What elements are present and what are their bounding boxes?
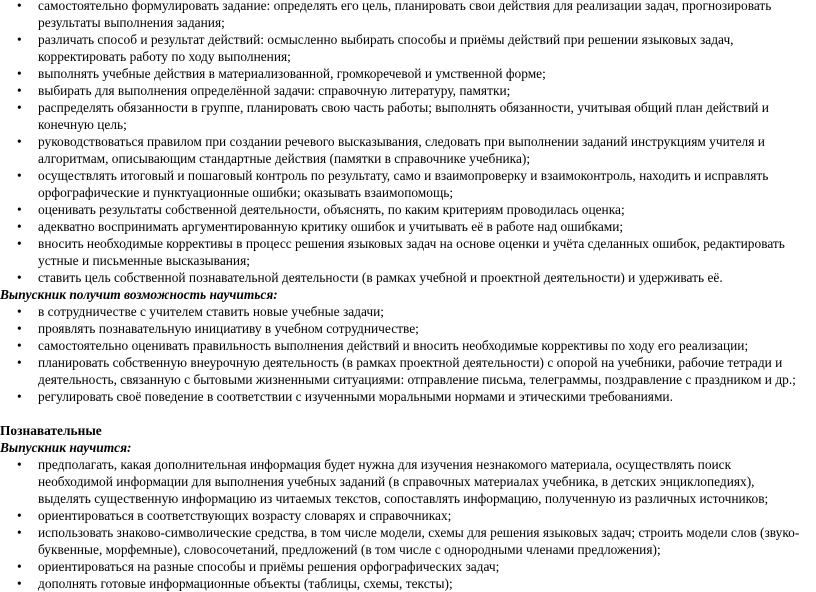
list-item	[0, 201, 810, 218]
subheading-graduate-will-learn: Выпускник научится:	[0, 440, 132, 455]
list-item	[0, 303, 810, 320]
regulatory-skills-list	[0, 0, 810, 286]
bullet-icon: •	[17, 236, 22, 251]
list-item-text: ориентироваться на разные способы и приёмы решения орфографических задач;	[38, 559, 500, 574]
cognitive-skills-list	[0, 456, 810, 592]
bullet-icon: •	[17, 559, 22, 574]
bullet-icon: •	[17, 0, 22, 13]
bullet-icon: •	[17, 304, 22, 319]
list-item	[0, 167, 810, 201]
bullet-icon: •	[17, 576, 22, 591]
list-item	[0, 575, 810, 592]
list-item-text: регулировать своё поведение в соответствии с изученными моральными нормами и этическими требованиями.	[38, 389, 673, 404]
list-item-text: предполагать, какая дополнительная информация будет нужна для изучения незнакомого материала, осуществлять поиск необходимой информации для выполнения учебных заданий (в справочных материалах учебника, в детских энциклопедиях), выделять существенную информацию из читаемых текстов, сопоставлять информацию, полученную из различных источников;	[38, 457, 769, 506]
list-item-text: различать способ и результат действий: осмысленно выбирать способы и приёмы действий при решении языковых задач, корректировать работу по ходу выполнения;	[38, 32, 734, 64]
bullet-icon: •	[17, 355, 22, 370]
list-item-text: вносить необходимые коррективы в процесс решения языковых задач на основе оценки и учёта сделанных ошибок, редактировать устные и письменные высказывания;	[38, 236, 785, 268]
bullet-icon: •	[17, 321, 22, 336]
list-item	[0, 82, 810, 99]
list-item-text: руководствоваться правилом при создании речевого высказывания, следовать при выполнении заданий инструкциям учителя и алгоритмам, описывающим стандартные действия (памятки в справочнике учебника);	[38, 134, 765, 166]
list-item	[0, 456, 810, 507]
bullet-icon: •	[17, 508, 22, 523]
list-item	[0, 337, 810, 354]
list-item-text: выбирать для выполнения определённой задачи: справочную литературу, памятки;	[38, 83, 511, 98]
bullet-icon: •	[17, 66, 22, 81]
list-item	[0, 388, 810, 405]
list-item	[0, 218, 810, 235]
list-item	[0, 31, 810, 65]
list-item	[0, 133, 810, 167]
list-item	[0, 235, 810, 269]
opportunity-skills-list	[0, 303, 810, 405]
list-item	[0, 558, 810, 575]
blank-line	[0, 405, 810, 422]
list-item-text: дополнять готовые информационные объекты (таблицы, схемы, тексты);	[38, 576, 453, 591]
list-item-text: проявлять познавательную инициативу в учебном сотрудничестве;	[38, 321, 419, 336]
list-item-text: в сотрудничестве с учителем ставить новые учебные задачи;	[38, 304, 385, 319]
list-item-text: самостоятельно оценивать правильность выполнения действий и вносить необходимые коррективы по ходу его реализации;	[38, 338, 749, 353]
list-item	[0, 269, 810, 286]
list-item	[0, 65, 810, 82]
list-item-text: оценивать результаты собственной деятельности, объяснять, по каким критериям проводилась оценка;	[38, 202, 625, 217]
bullet-icon: •	[17, 202, 22, 217]
list-item	[0, 0, 810, 31]
section-heading-opportunity: Выпускник получит возможность научиться:	[0, 287, 278, 302]
section-heading-cognitive: Познавательные	[0, 423, 102, 438]
list-item	[0, 524, 810, 558]
list-item-text: распределять обязанности в группе, планировать свою часть работы; выполнять обязанности, учитывая общий план действий и конечную цель;	[38, 100, 769, 132]
bullet-icon: •	[17, 168, 22, 183]
bullet-icon: •	[17, 389, 22, 404]
bullet-icon: •	[17, 83, 22, 98]
bullet-icon: •	[17, 100, 22, 115]
list-item-text: ориентироваться в соответствующих возрасту словарях и справочниках;	[38, 508, 452, 523]
bullet-icon: •	[17, 219, 22, 234]
list-item-text: самостоятельно формулировать задание: определять его цель, планировать свои действия для реализации задач, прогнозировать результаты выполнения задания;	[38, 0, 772, 30]
list-item-text: использовать знаково-символические средства, в том числе модели, схемы для решения языковых задач; строить модели слов (звуко-буквенные, морфемные), словосочетаний, предложений (в том числе с однородными членами предложения);	[38, 525, 800, 557]
bullet-icon: •	[17, 338, 22, 353]
list-item	[0, 99, 810, 133]
list-item-text: ставить цель собственной познавательной деятельности (в рамках учебной и проектной деятельности) и удерживать её.	[38, 270, 723, 285]
list-item	[0, 507, 810, 524]
bullet-icon: •	[17, 270, 22, 285]
list-item-text: адекватно воспринимать аргументированную критику ошибок и учитывать её в работе над ошибками;	[38, 219, 624, 234]
bullet-icon: •	[17, 32, 22, 47]
list-item-text: планировать собственную внеурочную деятельность (в рамках проектной деятельности) с опорой на учебники, рабочие тетради и деятельность, связанную с бытовыми жизненными ситуациями: отправление письма, телеграммы, поздравление с праздником и др.;	[38, 355, 796, 387]
list-item	[0, 320, 810, 337]
bullet-icon: •	[17, 525, 22, 540]
bullet-icon: •	[17, 457, 22, 472]
list-item-text: выполнять учебные действия в материализованной, громкоречевой и умственной форме;	[38, 66, 546, 81]
list-item-text: осуществлять итоговый и пошаговый контроль по результату, само и взаимопроверку и взаимоконтроль, находить и исправлять орфографические и пунктуационные ошибки; оказывать взаимопомощь;	[38, 168, 769, 200]
bullet-icon: •	[17, 134, 22, 149]
list-item	[0, 354, 810, 388]
